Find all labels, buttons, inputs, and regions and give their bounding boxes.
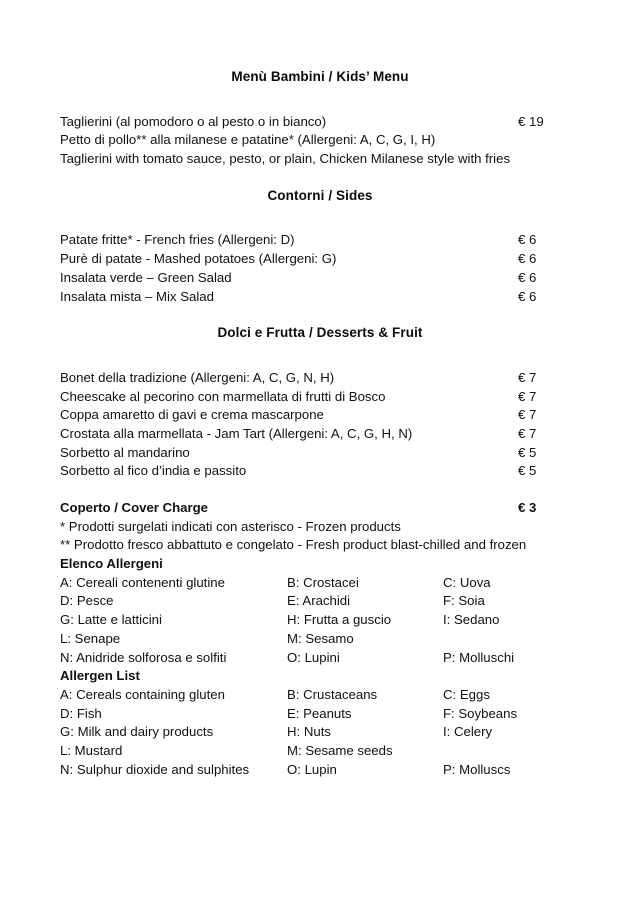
allergen-entry: B: Crostacei <box>287 574 359 590</box>
allergen-row-en <box>0 686 640 705</box>
allergen-entry: E: Arachidi <box>287 593 351 609</box>
allergen-list-title-en: Allergen List <box>60 668 140 684</box>
allergen-entry: G: Milk and dairy products <box>60 724 214 740</box>
menu-item-price: € 6 <box>518 232 537 248</box>
allergen-entry: M: Sesame seeds <box>287 742 393 758</box>
allergen-entry: L: Mustard <box>60 742 123 758</box>
section-items-desserts <box>0 369 640 481</box>
menu-item-name: Cheescake al pecorino con marmellata di frutti di Bosco <box>60 388 386 404</box>
allergen-row-en <box>0 723 640 742</box>
menu-item-price: € 6 <box>518 269 537 285</box>
spacer <box>0 205 640 231</box>
menu-item-name: Taglierini (al pomodoro o al pesto o in bianco) <box>60 113 327 129</box>
menu-item-row <box>0 113 640 132</box>
allergen-entry: F: Soybeans <box>443 705 518 721</box>
allergen-entry: M: Sesamo <box>287 630 354 646</box>
menu-item-name: Patate fritte* - French fries (Allergeni: D) <box>60 232 295 248</box>
top-spacer <box>0 0 640 68</box>
allergen-row-en <box>0 742 640 761</box>
allergen-entry: H: Nuts <box>287 724 331 740</box>
menu-item-row <box>0 462 640 481</box>
allergen-row-it <box>0 611 640 630</box>
menu-item-name: Bonet della tradizione (Allergeni: A, C, G, N, H) <box>60 369 335 385</box>
menu-item-row <box>0 425 640 444</box>
allergen-entry: O: Lupin <box>287 761 337 777</box>
menu-item-name: Sorbetto al fico d’india e passito <box>60 463 247 479</box>
allergen-entry: A: Cereali contenenti glutine <box>60 574 225 590</box>
spacer <box>0 343 640 369</box>
spacer <box>0 481 640 499</box>
allergen-entry: N: Sulphur dioxide and sulphites <box>60 761 250 777</box>
allergen-entry: P: Molluscs <box>443 761 511 777</box>
allergen-row-it <box>0 592 640 611</box>
allergen-entry: N: Anidride solforosa e solfiti <box>60 649 227 665</box>
spacer <box>0 169 640 187</box>
allergen-list-title-it: Elenco Allergeni <box>60 556 163 572</box>
menu-item-price: € 5 <box>518 463 537 479</box>
menu-item-row <box>0 444 640 463</box>
menu-item-price: € 7 <box>518 369 537 385</box>
allergen-entry: P: Molluschi <box>443 649 515 665</box>
section-heading-kids-menu: Menù Bambini / Kids’ Menu <box>231 69 409 84</box>
allergen-row-en <box>0 705 640 724</box>
menu-item-row <box>0 288 640 307</box>
allergen-entry: L: Senape <box>60 630 121 646</box>
menu-item-row <box>0 250 640 269</box>
allergen-row-en <box>0 761 640 780</box>
section-heading-sides: Contorni / Sides <box>267 187 373 203</box>
spacer <box>0 306 640 324</box>
menu-item-price: € 6 <box>518 251 537 267</box>
menu-item-name: Taglierini with tomato sauce, pesto, or plain, Chicken Milanese style with fries <box>60 151 511 167</box>
allergen-entry: C: Uova <box>443 574 491 590</box>
section-heading-desserts: Dolci e Frutta / Desserts & Fruit <box>217 325 423 341</box>
menu-item-price: € 7 <box>518 407 537 423</box>
allergen-entry: D: Fish <box>60 705 102 721</box>
allergen-entry: D: Pesce <box>60 593 114 609</box>
menu-item-row <box>0 388 640 407</box>
allergen-row-it <box>0 574 640 593</box>
allergen-entry: H: Frutta a guscio <box>287 612 392 628</box>
menu-item-price: € 7 <box>518 388 537 404</box>
menu-item-price: € 6 <box>518 288 537 304</box>
spacer <box>0 87 640 113</box>
allergen-entry: A: Cereals containing gluten <box>60 686 225 702</box>
menu-item-price: € 7 <box>518 425 537 441</box>
menu-item-row <box>0 131 640 150</box>
menu-item-price: € 19 <box>518 113 544 129</box>
allergen-row-it <box>0 649 640 668</box>
cover-charge-price: € 3 <box>518 500 537 516</box>
menu-item-row <box>0 231 640 250</box>
section-items-kids-menu <box>0 113 640 169</box>
menu-item-name: Purè di patate - Mashed potatoes (Allergeni: G) <box>60 251 337 267</box>
allergen-entry: I: Celery <box>443 724 493 740</box>
menu-item-name: Insalata verde – Green Salad <box>60 269 232 285</box>
allergen-entry: O: Lupini <box>287 649 340 665</box>
section-items-sides <box>0 231 640 306</box>
menu-item-price: € 5 <box>518 444 537 460</box>
cover-charge-label: Coperto / Cover Charge <box>60 500 209 516</box>
menu-item-row <box>0 406 640 425</box>
allergen-row-it <box>0 630 640 649</box>
menu-item-row <box>0 369 640 388</box>
menu-item-name: Coppa amaretto di gavi e crema mascarpone <box>60 407 324 423</box>
menu-item-name: Insalata mista – Mix Salad <box>60 288 214 304</box>
cover-charge-row <box>0 499 640 518</box>
allergen-entry: I: Sedano <box>443 612 500 628</box>
allergen-entry: G: Latte e latticini <box>60 612 162 628</box>
menu-item-name: Crostata alla marmellata - Jam Tart (Allergeni: A, C, G, H, N) <box>60 425 413 441</box>
menu-item-row <box>0 150 640 169</box>
footnote-frozen: * Prodotti surgelati indicati con asterisco - Frozen products <box>60 518 401 534</box>
allergen-entry: B: Crustaceans <box>287 686 378 702</box>
allergen-entry: E: Peanuts <box>287 705 352 721</box>
allergen-entry: C: Eggs <box>443 686 490 702</box>
allergen-entry: F: Soia <box>443 593 485 609</box>
footnote-blast-chilled: ** Prodotto fresco abbattuto e congelato - Fresh product blast-chilled and frozen <box>60 537 527 553</box>
menu-item-name: Sorbetto al mandarino <box>60 444 190 460</box>
menu-item-name: Petto di pollo** alla milanese e patatine* (Allergeni: A, C, G, I, H) <box>60 132 436 148</box>
menu-item-row <box>0 269 640 288</box>
